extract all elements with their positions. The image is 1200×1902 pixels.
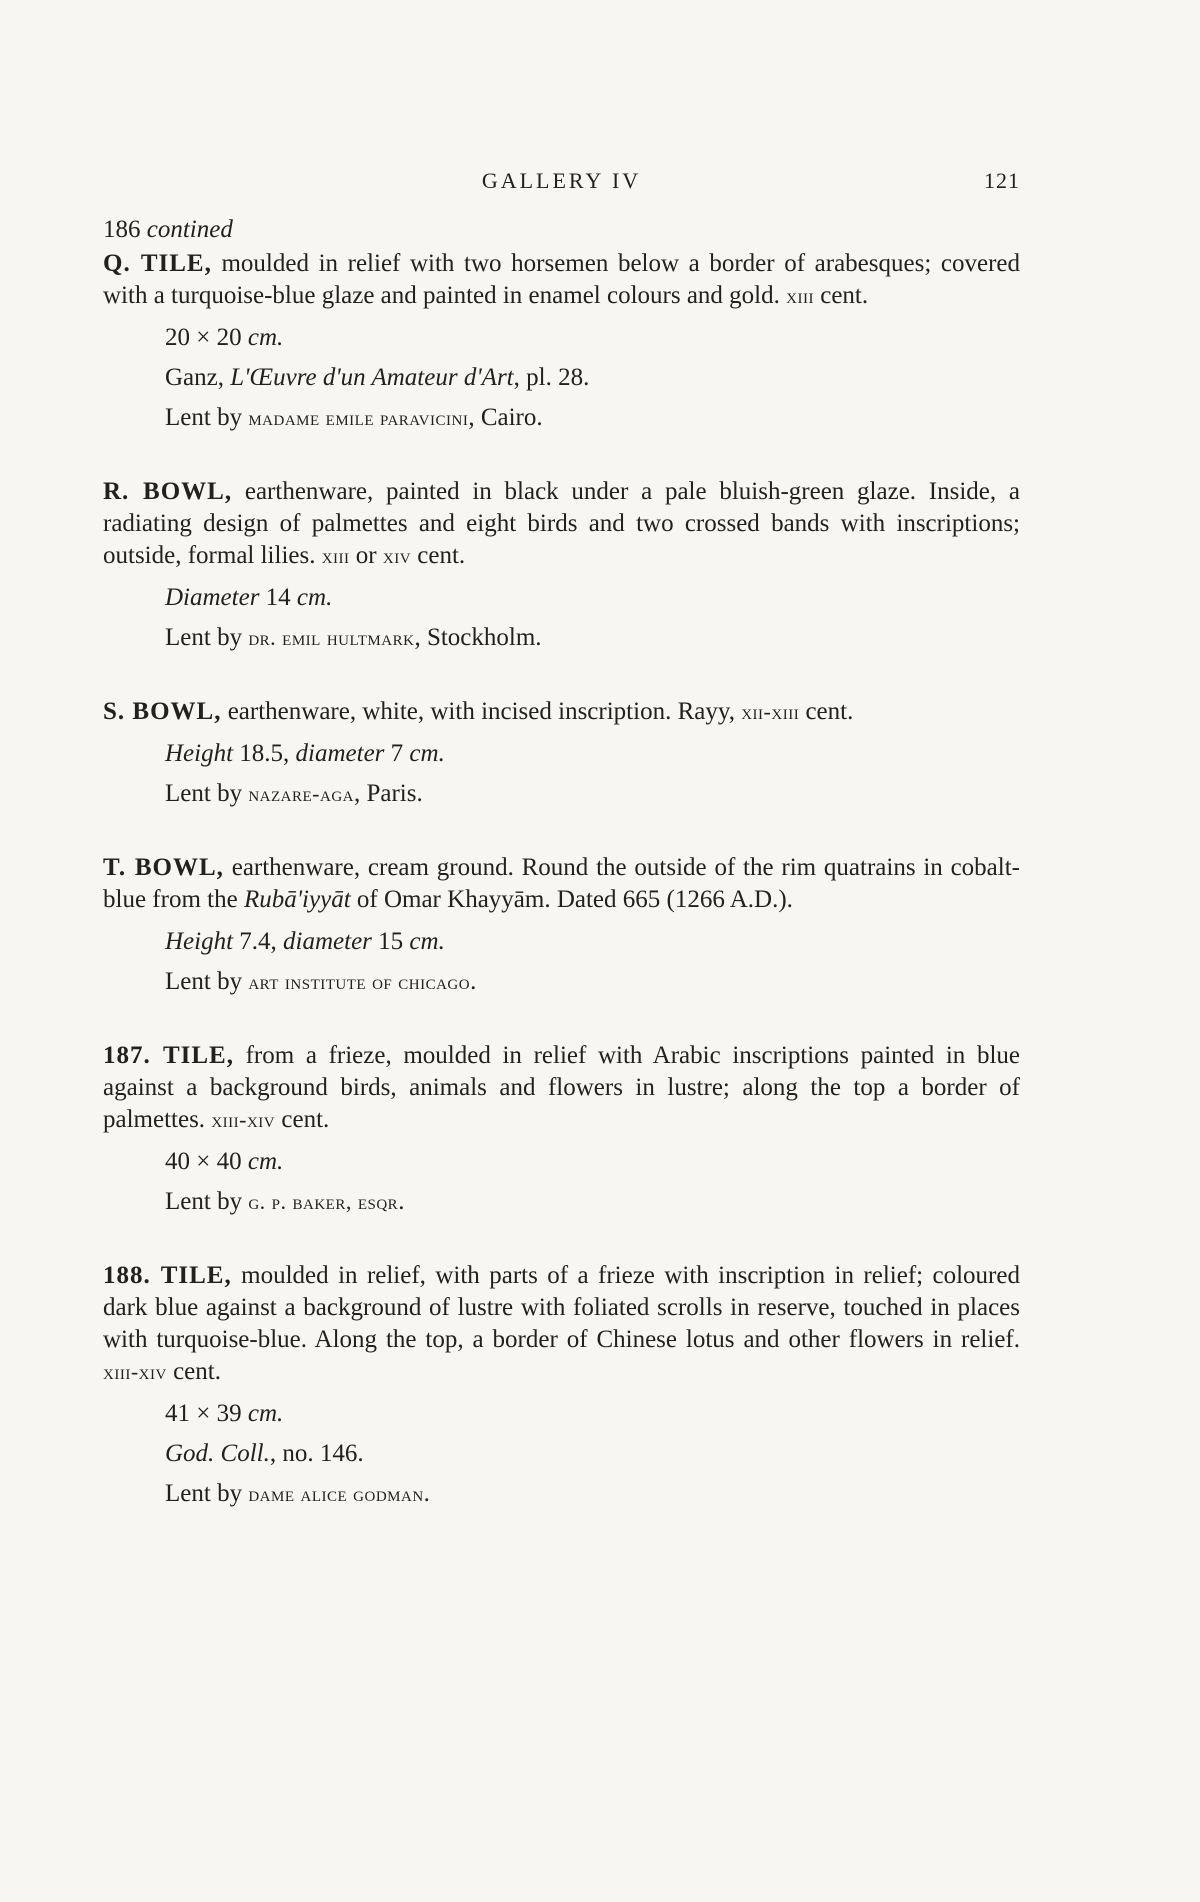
entry-lender: Lent by dame alice godman. — [165, 1480, 430, 1507]
continuation-number: 186 — [103, 216, 141, 243]
entry-q — [103, 248, 1020, 438]
entry-description: 187. TILE, from a frieze, moulded in relief with Arabic inscriptions painted in blue against a background birds, animals and flowers in lustre; along the top a border of palmettes. xiii-xiv cent. — [103, 1042, 1020, 1133]
entry-label: S. BOWL, — [103, 698, 222, 725]
entry-lender: Lent by nazare-aga, Paris. — [165, 780, 423, 807]
entry-label: 188. TILE, — [103, 1262, 232, 1289]
entry-dimensions: 40 × 40 cm. — [165, 1148, 284, 1175]
running-title: GALLERY IV — [481, 168, 642, 193]
entry-label: R. BOWL, — [103, 478, 233, 505]
entry-lender: Lent by dr. emil hultmark, Stockholm. — [165, 624, 542, 651]
entry-description: Q. TILE, moulded in relief with two horsemen below a border of arabesques; covered with a turquoise-blue glaze and painted in enamel colours and gold. xiii cent. — [103, 250, 1020, 309]
continuation-heading — [103, 214, 1020, 246]
entry-reference: Ganz, L'Œuvre d'un Amateur d'Art, pl. 28. — [165, 364, 590, 391]
entry-dimensions: Height 7.4, diameter 15 cm. — [165, 928, 445, 955]
entry-lender: Lent by madame emile paravicini, Cairo. — [165, 404, 543, 431]
page-number: 121 — [984, 168, 1020, 193]
entry-188 — [103, 1260, 1020, 1514]
entry-r — [103, 476, 1020, 658]
entry-description: 188. TILE, moulded in relief, with parts of a frieze with inscription in relief; coloured dark blue against a background of lustre with foliated scrolls in reserve, touched in places with turquoise-blue. Along the top, a border of Chinese lotus and other flowers in relief. xiii-xiv cent. — [103, 1262, 1020, 1385]
entry-lender: Lent by g. p. baker, esqr. — [165, 1188, 405, 1215]
entry-description: S. BOWL, earthenware, white, with incised inscription. Rayy, xii-xiii cent. — [103, 698, 854, 725]
entry-s — [103, 696, 1020, 814]
entry-t — [103, 852, 1020, 1002]
entry-dimensions: 20 × 20 cm. — [165, 324, 284, 351]
continuation-text: contined — [146, 216, 233, 243]
entry-description: R. BOWL, earthenware, painted in black under a pale bluish-green glaze. Inside, a radiating design of palmettes and eight birds and two crossed bands with inscriptions; outside, formal lilies. xiii or xiv cent. — [103, 478, 1020, 569]
entry-dimensions: Height 18.5, diameter 7 cm. — [165, 740, 445, 767]
entry-dimensions: 41 × 39 cm. — [165, 1400, 284, 1427]
entry-label: 187. TILE, — [103, 1042, 234, 1069]
page-header — [103, 168, 1020, 198]
entry-description: T. BOWL, earthenware, cream ground. Round the outside of the rim quatrains in cobalt-blue from the Rubā'iyyāt of Omar Khayyām. Dated 665 (1266 A.D.). — [103, 854, 1020, 913]
entry-label: Q. TILE, — [103, 250, 212, 277]
entry-reference: God. Coll., no. 146. — [165, 1440, 364, 1467]
entry-187 — [103, 1040, 1020, 1222]
entry-label: T. BOWL, — [103, 854, 224, 881]
entry-dimensions: Diameter 14 cm. — [165, 584, 333, 611]
entry-lender: Lent by art institute of chicago. — [165, 968, 477, 995]
page-content — [103, 214, 1020, 1514]
